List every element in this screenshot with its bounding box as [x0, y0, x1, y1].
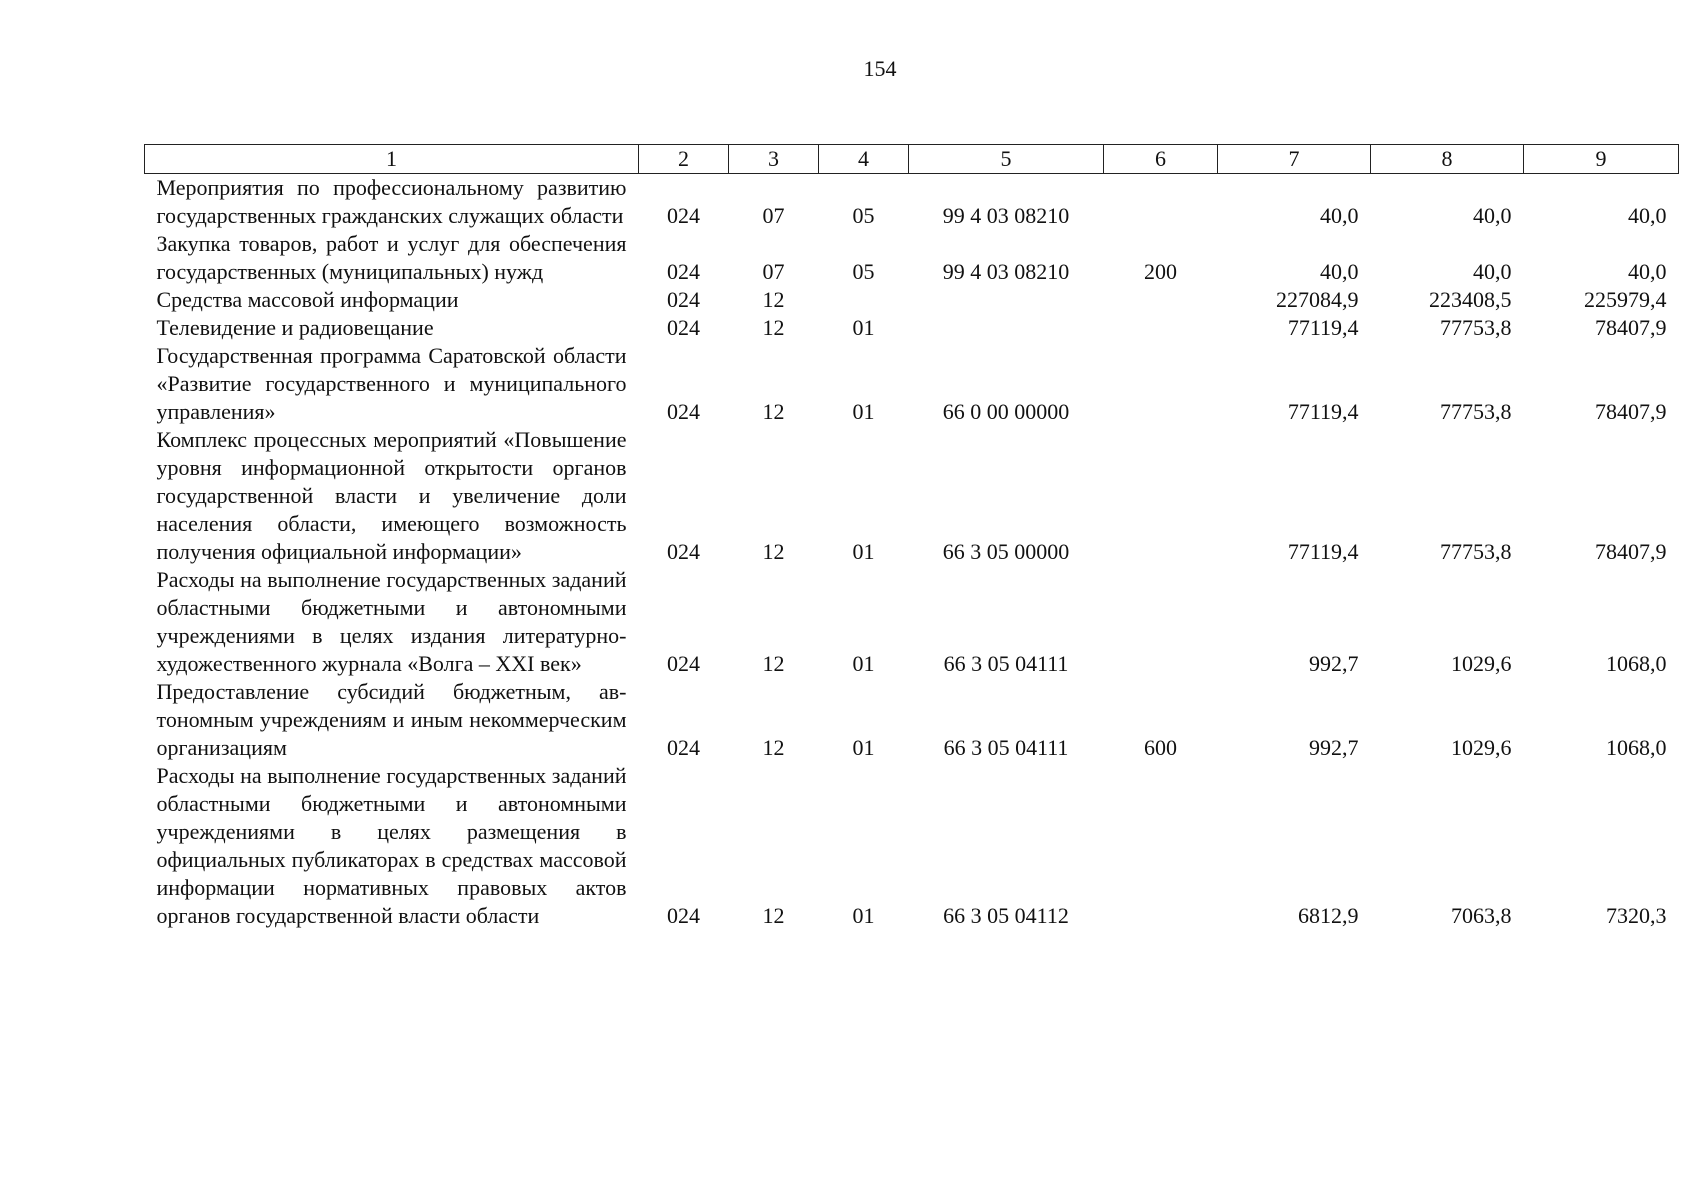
- cell-section: 07: [762, 203, 785, 228]
- table-row: [145, 230, 1679, 286]
- cell-subsection: 01: [852, 903, 875, 928]
- cell-amount-2: 223408,5: [1429, 287, 1512, 312]
- cell-amount-3: 40,0: [1628, 203, 1667, 228]
- table-row: [145, 314, 1679, 342]
- cell-section: 12: [762, 735, 785, 760]
- cell-section: 12: [762, 903, 785, 928]
- cell-target-article: [909, 314, 1104, 342]
- table-row: [145, 342, 1679, 426]
- cell-expense-type: [1104, 566, 1218, 678]
- cell-expense-type: 600: [1144, 735, 1177, 760]
- cell-ministry-code: 024: [667, 903, 700, 928]
- budget-table: [144, 144, 1679, 930]
- cell-section: 12: [762, 287, 785, 312]
- cell-amount-1: 40,0: [1320, 203, 1359, 228]
- table-row: [145, 426, 1679, 566]
- table-row: [145, 286, 1679, 314]
- cell-amount-1: 992,7: [1309, 735, 1359, 760]
- row-name: Расходы на выполнение государственных заданий областными бюджетными и автономными учреждениями в целях издания литературно-художественного журнала «Волга – XXI век»: [156, 567, 627, 676]
- column-header: 2: [639, 145, 729, 174]
- cell-section: 07: [762, 259, 785, 284]
- table-header-row: [145, 145, 1679, 174]
- row-name: Комплекс процессных мероприятий «Повышение уровня информационной открытости органов государственной власти и увеличение доли населения области, имеющего возможность получения официальной информации»: [156, 427, 627, 564]
- cell-target-article: 66 3 05 04112: [943, 903, 1069, 928]
- cell-section: 12: [762, 651, 785, 676]
- cell-ministry-code: 024: [667, 259, 700, 284]
- cell-expense-type: [1104, 342, 1218, 426]
- row-name: Мероприятия по профессиональному развитию государственных гражданских служащих области: [156, 175, 627, 228]
- cell-ministry-code: 024: [667, 315, 700, 340]
- cell-section: 12: [762, 539, 785, 564]
- cell-ministry-code: 024: [667, 203, 700, 228]
- row-name: Средства массовой информации: [156, 287, 459, 312]
- cell-amount-2: 7063,8: [1451, 903, 1512, 928]
- cell-section: 12: [762, 315, 785, 340]
- cell-ministry-code: 024: [667, 735, 700, 760]
- cell-subsection: 05: [852, 259, 875, 284]
- row-name: Расходы на выполнение государственных заданий областными бюджетными и автономными учреждениями в целях размещения в официальных публикаторах в средствах массовой информации нормативных правовых актов органов государственной власти области: [156, 763, 627, 928]
- column-header: 5: [909, 145, 1104, 174]
- column-header: 4: [819, 145, 909, 174]
- column-header: 1: [145, 145, 639, 174]
- row-name: Государственная программа Саратовской области «Развитие государственного и муниципального управления»: [156, 343, 627, 424]
- cell-amount-1: 77119,4: [1287, 399, 1359, 424]
- cell-amount-2: 77753,8: [1440, 315, 1512, 340]
- cell-amount-2: 1029,6: [1451, 651, 1512, 676]
- table-row: [145, 762, 1679, 930]
- cell-ministry-code: 024: [667, 399, 700, 424]
- cell-amount-3: 1068,0: [1606, 735, 1667, 760]
- cell-expense-type: [1104, 314, 1218, 342]
- cell-amount-2: 77753,8: [1440, 399, 1512, 424]
- cell-subsection: 01: [852, 315, 875, 340]
- cell-subsection: [819, 286, 909, 314]
- table-row: [145, 566, 1679, 678]
- row-name: Предоставление субсидий бюджетным, автономным учреждениям и иным некоммерческим организациям: [156, 679, 627, 760]
- cell-target-article: 66 3 05 04111: [943, 651, 1069, 676]
- cell-subsection: 05: [852, 203, 875, 228]
- cell-amount-3: 78407,9: [1595, 539, 1667, 564]
- cell-amount-1: 227084,9: [1276, 287, 1359, 312]
- column-header: 8: [1371, 145, 1524, 174]
- cell-expense-type: 200: [1144, 259, 1177, 284]
- column-header: 9: [1524, 145, 1679, 174]
- cell-amount-3: 78407,9: [1595, 399, 1667, 424]
- row-name: Телевидение и радиовещание: [156, 315, 434, 340]
- cell-expense-type: [1104, 174, 1218, 231]
- cell-ministry-code: 024: [667, 539, 700, 564]
- cell-expense-type: [1104, 426, 1218, 566]
- cell-amount-2: 1029,6: [1451, 735, 1512, 760]
- column-header: 3: [729, 145, 819, 174]
- cell-subsection: 01: [852, 539, 875, 564]
- column-header: 7: [1218, 145, 1371, 174]
- cell-amount-1: 40,0: [1320, 259, 1359, 284]
- cell-ministry-code: 024: [667, 651, 700, 676]
- page-number: 154: [863, 56, 897, 81]
- cell-target-article: 99 4 03 08210: [942, 259, 1070, 284]
- row-name: Закупка товаров, работ и услуг для обеспечения государственных (муниципальных) нужд: [156, 231, 627, 284]
- cell-amount-3: 7320,3: [1606, 903, 1667, 928]
- cell-ministry-code: 024: [667, 287, 700, 312]
- cell-amount-2: 40,0: [1473, 203, 1512, 228]
- cell-subsection: 01: [852, 735, 875, 760]
- cell-subsection: 01: [852, 399, 875, 424]
- table-row: [145, 174, 1679, 231]
- cell-expense-type: [1104, 286, 1218, 314]
- cell-amount-2: 77753,8: [1440, 539, 1512, 564]
- cell-amount-3: 225979,4: [1584, 287, 1667, 312]
- table-row: [145, 678, 1679, 762]
- cell-amount-1: 992,7: [1309, 651, 1359, 676]
- cell-target-article: 99 4 03 08210: [942, 203, 1070, 228]
- cell-target-article: [909, 286, 1104, 314]
- cell-amount-3: 40,0: [1628, 259, 1667, 284]
- cell-amount-2: 40,0: [1473, 259, 1512, 284]
- cell-amount-1: 6812,9: [1298, 903, 1359, 928]
- cell-amount-3: 1068,0: [1606, 651, 1667, 676]
- column-header: 6: [1104, 145, 1218, 174]
- cell-target-article: 66 0 00 00000: [942, 399, 1070, 424]
- cell-amount-3: 78407,9: [1595, 315, 1667, 340]
- cell-amount-1: 77119,4: [1287, 539, 1359, 564]
- cell-amount-1: 77119,4: [1287, 315, 1359, 340]
- cell-target-article: 66 3 05 04111: [943, 735, 1069, 760]
- cell-section: 12: [762, 399, 785, 424]
- cell-expense-type: [1104, 762, 1218, 930]
- cell-target-article: 66 3 05 00000: [942, 539, 1070, 564]
- cell-subsection: 01: [852, 651, 875, 676]
